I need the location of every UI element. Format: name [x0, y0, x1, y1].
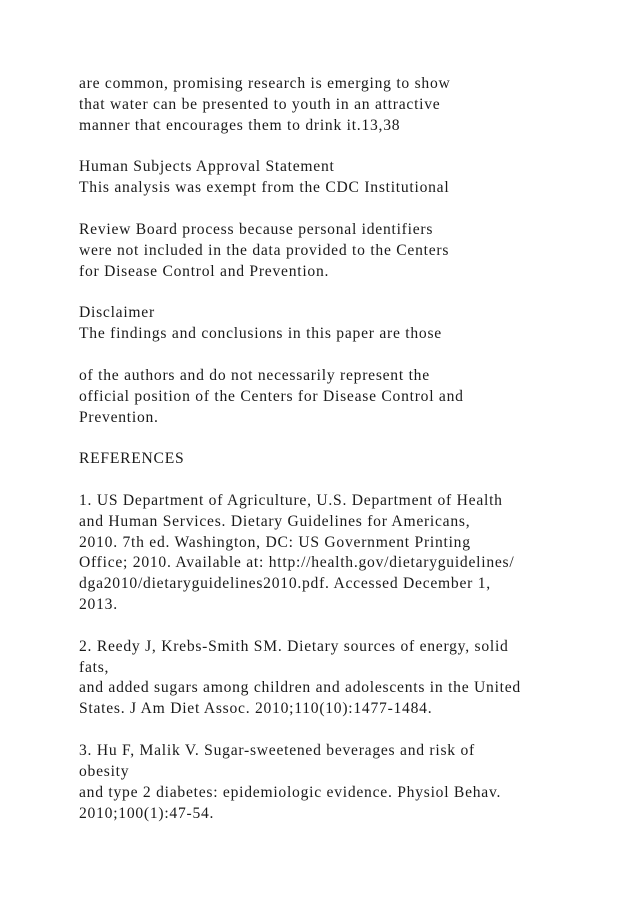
text-line: Prevention. — [79, 408, 159, 426]
text-line: and Human Services. Dietary Guidelines for Americans, — [79, 512, 471, 530]
text-line: 2010;100(1):47-54. — [79, 804, 215, 822]
text-line: This analysis was exempt from the CDC Institutional — [79, 179, 450, 197]
paragraph — [79, 220, 619, 283]
text-line: The findings and conclusions in this paper are those — [79, 325, 442, 343]
text-line: official position of the Centers for Disease Control and — [79, 387, 464, 405]
text-line: manner that encourages them to drink it.13,38 — [79, 116, 401, 134]
paragraph — [79, 74, 619, 137]
text-line: 2013. — [79, 596, 118, 614]
paragraph — [79, 449, 619, 470]
text-line: Human Subjects Approval Statement — [79, 158, 335, 176]
text-line: obesity — [79, 762, 130, 780]
text-line: 3. Hu F, Malik V. Sugar-sweetened beverages and risk of — [79, 742, 475, 759]
paragraph-gap — [79, 345, 619, 366]
text-line: 1. US Department of Agriculture, U.S. Department of Health — [79, 491, 503, 509]
paragraph-gap — [79, 137, 619, 158]
paragraph — [79, 303, 619, 345]
paragraph — [79, 366, 619, 429]
text-line: 2010. 7th ed. Washington, DC: US Government Printing — [79, 533, 471, 551]
paragraph — [79, 741, 619, 824]
text-line: REFERENCES — [79, 450, 185, 468]
text-line: fats, — [79, 658, 110, 676]
text-line: Review Board process because personal identifiers — [79, 220, 434, 238]
paragraph — [79, 491, 619, 616]
paragraph-gap — [79, 470, 619, 491]
text-line: dga2010/dietaryguidelines2010.pdf. Accessed December 1, — [79, 575, 491, 593]
text-line: are common, promising research is emerging to show — [79, 75, 451, 92]
text-line: 2. Reedy J, Krebs-Smith SM. Dietary sources of energy, solid — [79, 637, 509, 655]
text-line: that water can be presented to youth in an attractive — [79, 95, 441, 113]
paragraph-gap — [79, 616, 619, 637]
paragraph-gap — [79, 282, 619, 303]
text-line: of the authors and do not necessarily represent the — [79, 366, 430, 384]
text-line: Office; 2010. Available at: http://health.gov/dietaryguidelines/ — [79, 554, 515, 572]
text-line: for Disease Control and Prevention. — [79, 262, 330, 280]
text-line: States. J Am Diet Assoc. 2010;110(10):1477-1484. — [79, 700, 433, 718]
paragraph — [79, 637, 619, 720]
document-body — [79, 74, 619, 824]
paragraph-gap — [79, 720, 619, 741]
text-line: were not included in the data provided to the Centers — [79, 241, 450, 259]
paragraph-gap — [79, 428, 619, 449]
text-line: and added sugars among children and adolescents in the United — [79, 679, 521, 697]
paragraph — [79, 157, 619, 199]
paragraph-gap — [79, 199, 619, 220]
text-line: and type 2 diabetes: epidemiologic evidence. Physiol Behav. — [79, 783, 502, 801]
text-line: Disclaimer — [79, 304, 155, 322]
